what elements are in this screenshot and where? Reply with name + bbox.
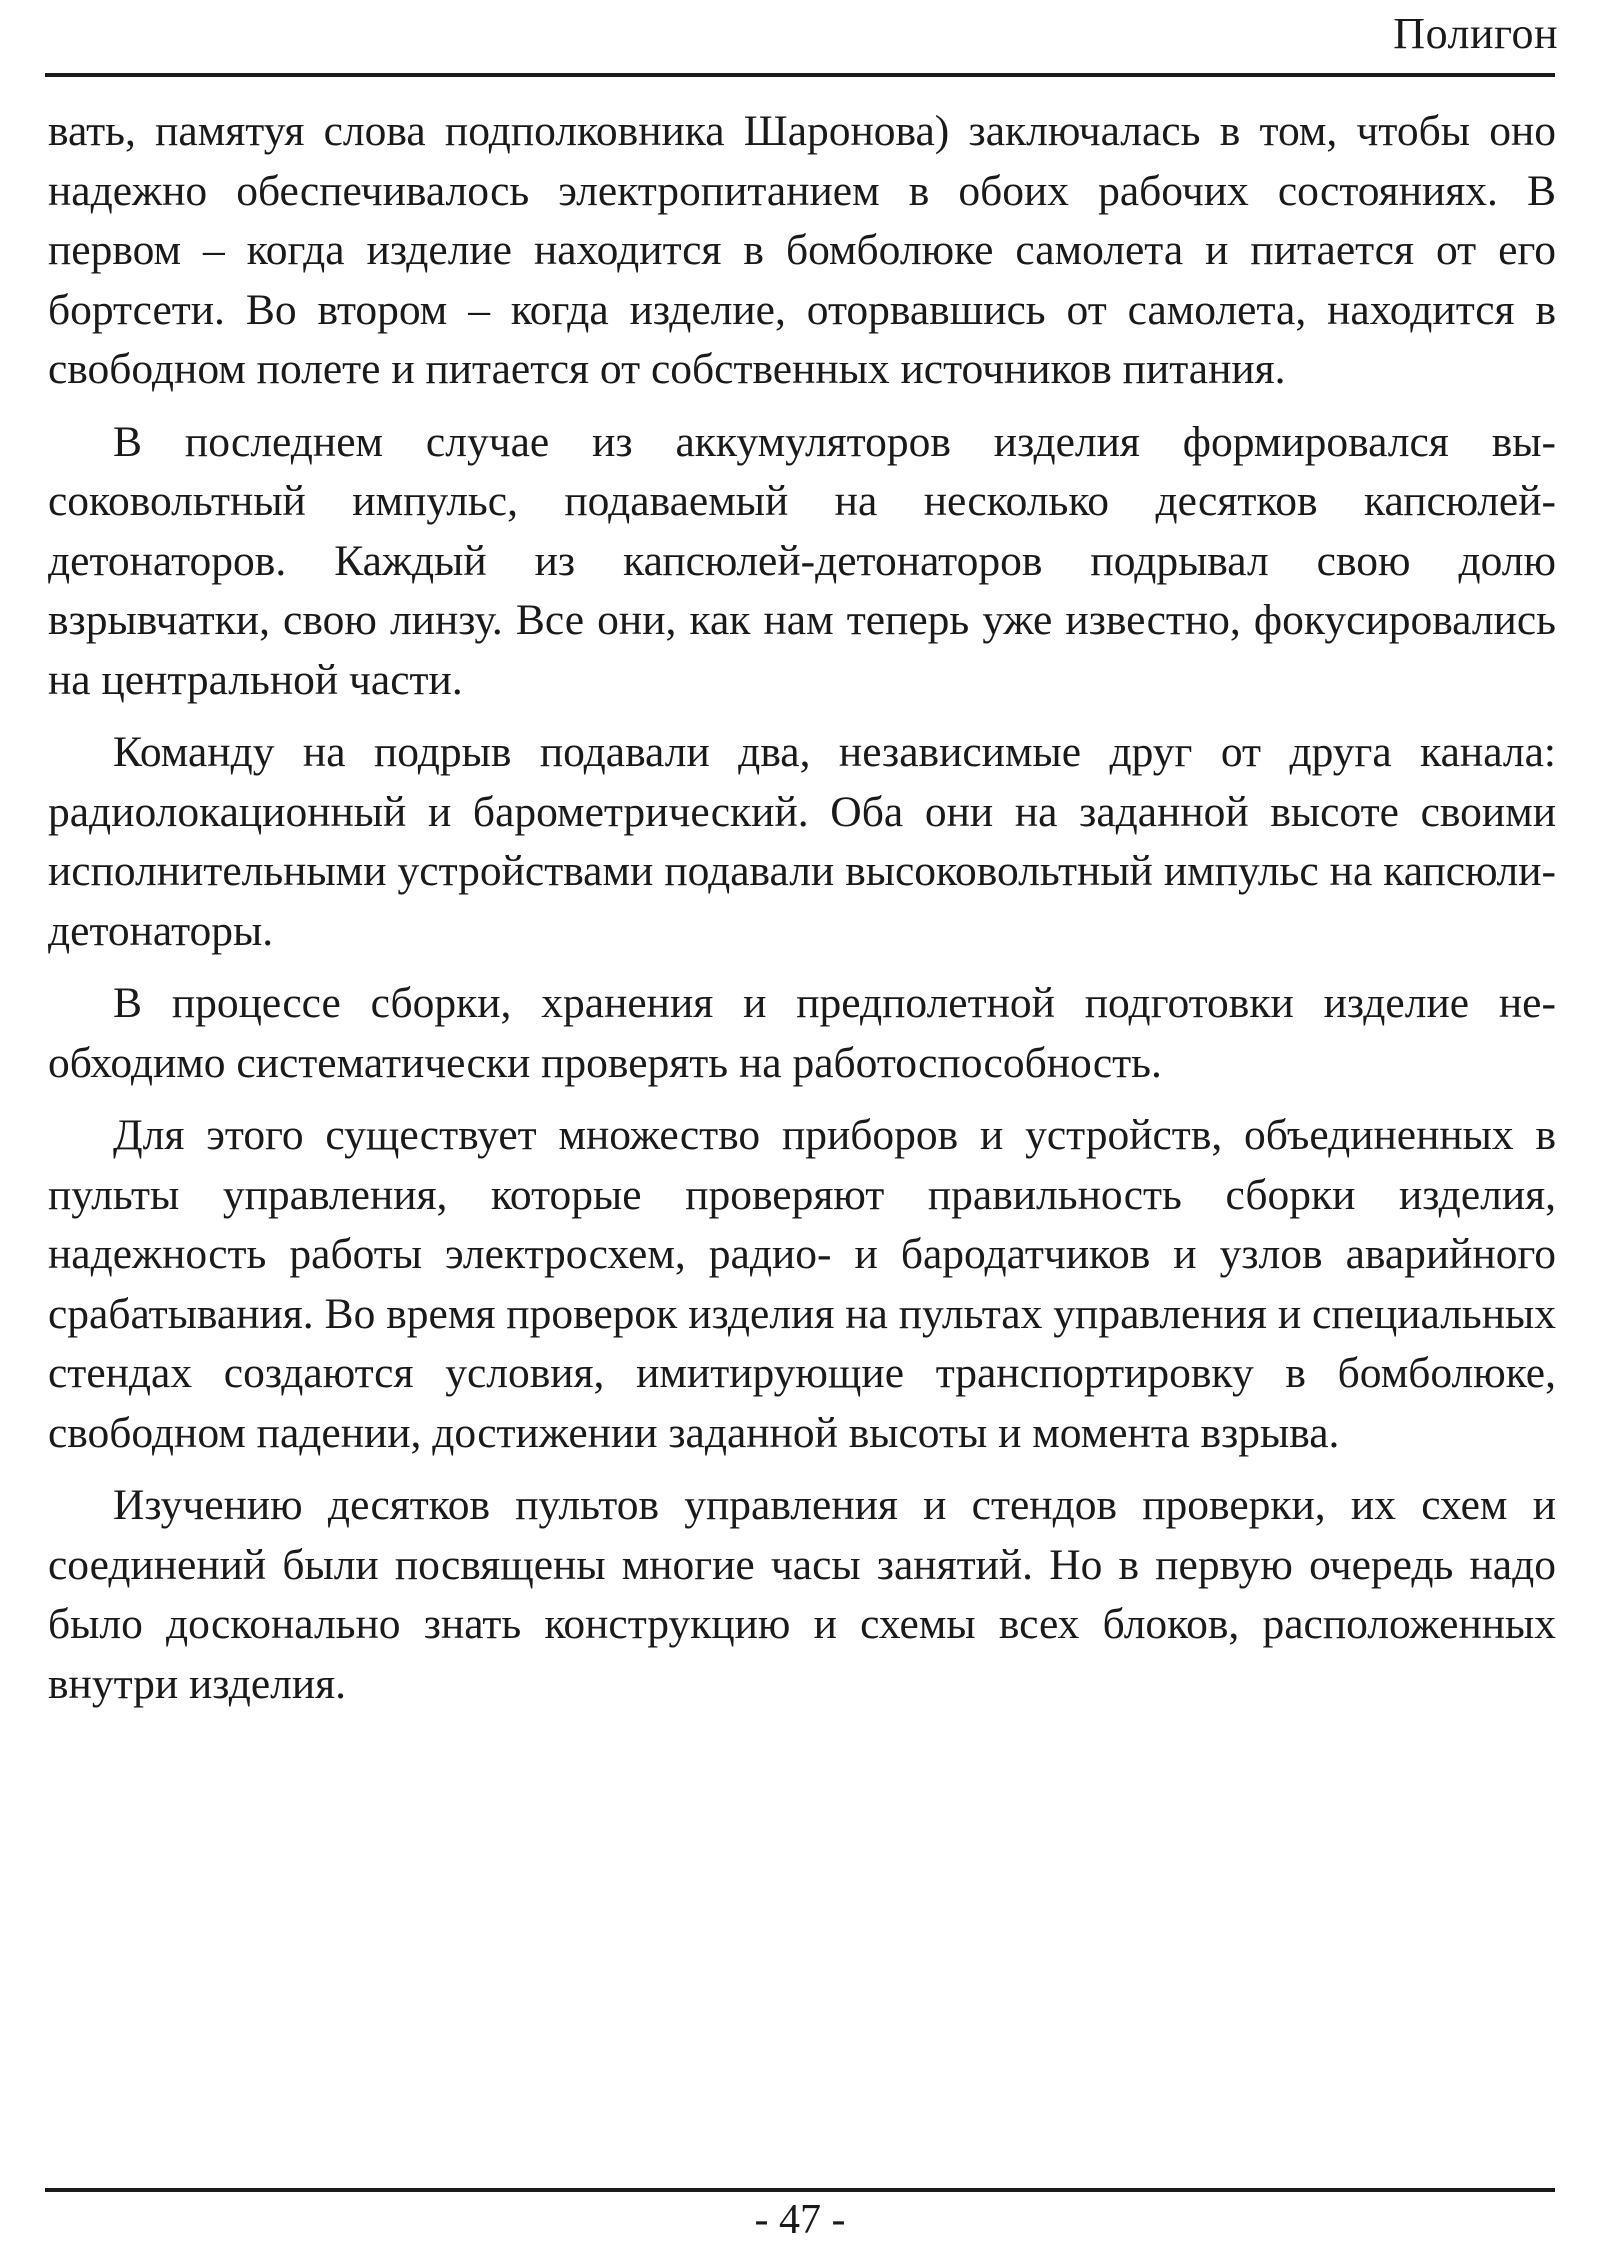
paragraph-6: Изучению десятков пультов управления и стендов проверки, их схем и соединений были посвящены многие часы занятий. Но в первую очередь надо было досконально знать конструкцию и схемы всех блоков, расположенных внутри изделия.: [48, 1481, 1556, 1708]
paragraph-3: Команду на подрыв подавали два, независимые друг от друга канала: радиолокационный и барометрический. Оба они на заданной высоте своими исполнительными устройствами подавали высоковольтный импульс на капсюли-детонаторы.: [48, 728, 1556, 955]
paragraph-1: вать, памятуя слова подполковника Шаронова) заключалась в том, чтобы оно надежно обеспечивалось электропитанием в обоих рабочих состояниях. В первом – когда изделие находится в бомболюке самолета и питается от его бортсети. Во втором – когда изделие, оторвавшись от самолета, находится в свободном полете и питается от собственных источников питания.: [48, 107, 1556, 393]
footer-divider: [45, 2188, 1555, 2192]
body-text: [48, 102, 1556, 1727]
header-divider: [45, 73, 1555, 77]
running-header-title: Полигон: [1393, 9, 1558, 58]
paragraph-5: Для этого существует множество приборов и устройств, объединенных в пульты управления, которые проверяют правильность сборки изделия, надежность работы электросхем, радио- и бародатчиков и узлов аварийного срабатывания. Во время проверок изделия на пультах управления и специальных стендах создаются условия, имитирующие транспортировку в бомболюке, свободном падении, достижении заданной высоты и момента взрыва.: [48, 1111, 1556, 1457]
paragraph-4: В процессе сборки, хранения и предполетной подготовки изделие необходимо систематически проверять на работоспособность.: [48, 979, 1556, 1087]
page-number: - 47 -: [754, 2197, 846, 2243]
paragraph-2: В последнем случае из аккумуляторов изделия формировался высоковольтный импульс, подаваемый на несколько десятков капсюлей-детонаторов. Каждый из капсюлей-детонаторов подрывал свою долю взрывчатки, свою линзу. Все они, как нам теперь уже известно, фокусировались на центральной части.: [48, 417, 1556, 704]
